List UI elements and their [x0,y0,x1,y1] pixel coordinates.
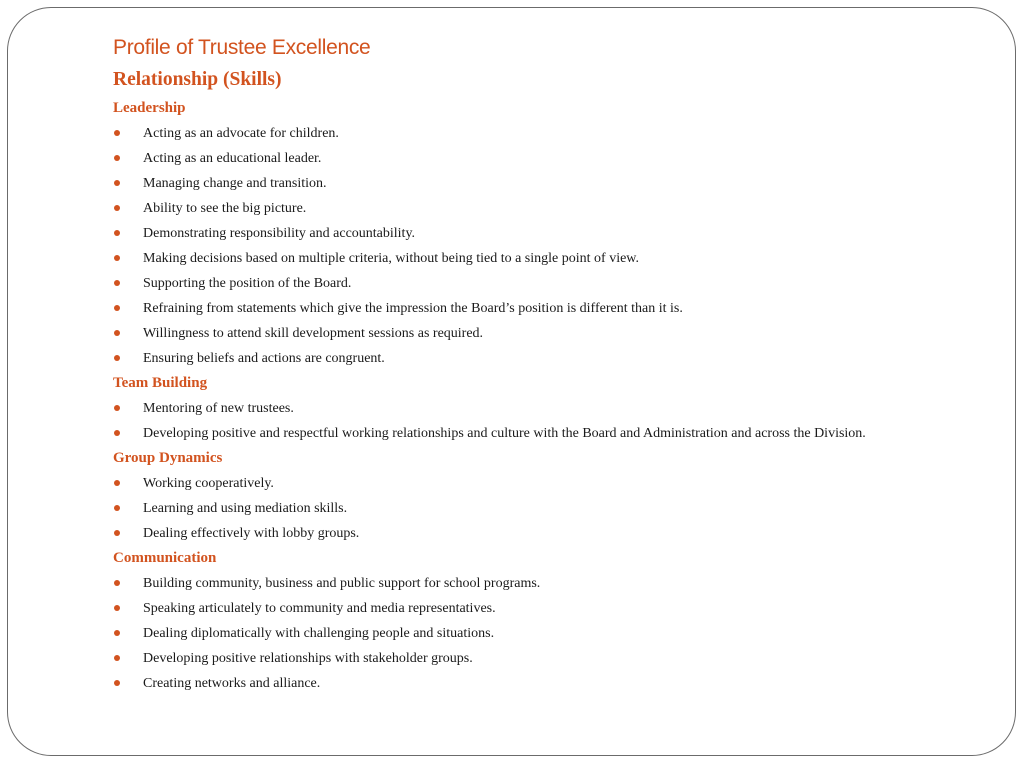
bullet-icon [114,180,120,186]
list-item-text: Developing positive relationships with stakeholder groups. [143,651,473,666]
bullet-icon [114,130,120,136]
bullet-icon [114,305,120,311]
list-item [113,496,973,521]
bullet-icon [114,230,120,236]
bullet-icon [114,580,120,586]
bullet-icon [114,605,120,611]
slide-content [113,96,973,696]
bullet-icon [114,505,120,511]
list-item [113,246,973,271]
list-item [113,146,973,171]
list-item-text: Willingness to attend skill development sessions as required. [143,326,484,341]
list-item-text: Acting as an educational leader. [143,151,322,166]
bullet-icon [114,280,120,286]
section-heading-team-building: Team Building [113,375,208,391]
list-item-text: Dealing effectively with lobby groups. [143,526,360,541]
section-heading-group-dynamics: Group Dynamics [113,450,223,466]
bullet-icon [114,630,120,636]
bullet-icon [114,480,120,486]
list-item-text: Refraining from statements which give the impression the Board’s position is different than it is. [143,301,683,316]
list-item-text: Building community, business and public support for school programs. [143,576,541,591]
list-item-text: Supporting the position of the Board. [143,276,352,291]
bullet-icon [114,405,120,411]
list-item [113,471,973,496]
slide-title: Profile of Trustee Excellence [113,36,371,59]
list-item [113,296,973,321]
list-item [113,521,973,546]
list-item [113,271,973,296]
bullet-icon [114,255,120,261]
bullet-icon [114,205,120,211]
list-item-text: Developing positive and respectful working relationships and culture with the Board and Administration and across the Division. [143,426,866,441]
list-item-text: Acting as an advocate for children. [143,126,339,141]
list-item-text: Ensuring beliefs and actions are congruent. [143,351,385,366]
bullet-icon [114,680,120,686]
bullet-icon [114,355,120,361]
list-item [113,346,973,371]
list-item-text: Making decisions based on multiple criteria, without being tied to a single point of view. [143,251,639,266]
list-item-text: Ability to see the big picture. [143,201,307,216]
list-item-text: Demonstrating responsibility and accountability. [143,226,416,241]
list-item-text: Managing change and transition. [143,176,327,191]
list-item-text: Working cooperatively. [143,476,274,491]
list-item [113,571,973,596]
list-item-text: Mentoring of new trustees. [143,401,294,416]
bullet-icon [114,430,120,436]
section-heading-leadership: Leadership [113,100,186,116]
list-item [113,596,973,621]
section-heading-communication: Communication [113,550,217,566]
list-item [113,121,973,146]
list-item [113,671,973,696]
list-item-text: Speaking articulately to community and media representatives. [143,601,496,616]
bullet-icon [114,655,120,661]
list-item [113,646,973,671]
list-item [113,221,973,246]
bullet-icon [114,330,120,336]
bullet-icon [114,530,120,536]
list-item [113,396,973,421]
list-item [113,621,973,646]
list-item [113,421,973,446]
list-item-text: Creating networks and alliance. [143,676,321,691]
bullet-icon [114,155,120,161]
list-item [113,171,973,196]
list-item [113,321,973,346]
list-item-text: Learning and using mediation skills. [143,501,348,516]
list-item [113,196,973,221]
slide-subtitle: Relationship (Skills) [113,69,282,90]
list-item-text: Dealing diplomatically with challenging people and situations. [143,626,495,641]
